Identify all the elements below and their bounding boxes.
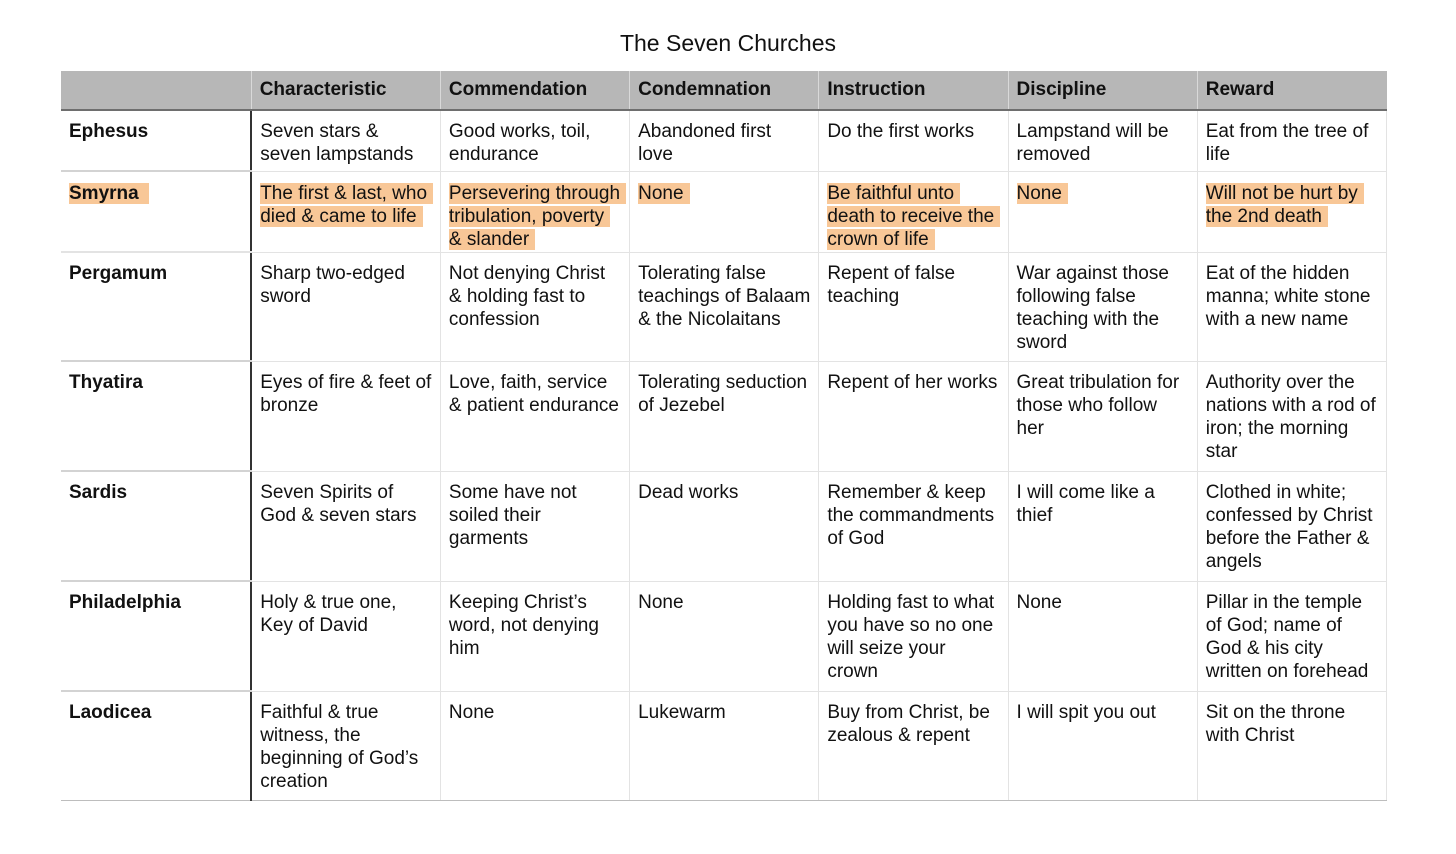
highlight-mark: Be faithful unto death to receive the crown of life xyxy=(827,183,1000,251)
header-cell-characteristic: Characteristic xyxy=(251,71,440,110)
table-cell: Dead works xyxy=(630,471,819,581)
table-title: The Seven Churches xyxy=(619,30,837,56)
table-row xyxy=(61,110,1387,171)
highlight-mark: Persevering through tribulation, poverty & slander xyxy=(449,183,626,251)
header-cell-discipline: Discipline xyxy=(1008,71,1197,110)
table-cell: Tolerating false teachings of Balaam & the Nicolaitans xyxy=(630,252,819,361)
table-cell: None xyxy=(630,581,819,691)
table-row xyxy=(61,252,1387,361)
row-header-smyrna xyxy=(61,171,251,252)
row-header-pergamum: Pergamum xyxy=(61,252,251,361)
table-row xyxy=(61,471,1387,581)
row-header-sardis: Sardis xyxy=(61,471,251,581)
table-row xyxy=(61,581,1387,691)
table-cell: None xyxy=(1008,581,1197,691)
table-cell xyxy=(819,171,1008,252)
table-cell: War against those following false teaching with the sword xyxy=(1008,252,1197,361)
highlight-mark: The first & last, who died & came to life xyxy=(260,183,433,227)
seven-churches-table xyxy=(61,71,1387,801)
table-cell: Great tribulation for those who follow her xyxy=(1008,361,1197,471)
table-cell: Eat from the tree of life xyxy=(1197,110,1386,171)
table-cell: Some have not soiled their garments xyxy=(440,471,629,581)
table-row xyxy=(61,361,1387,471)
table-cell: Faithful & true witness, the beginning of God’s creation xyxy=(251,691,440,801)
table-cell: Holding fast to what you have so no one will seize your crown xyxy=(819,581,1008,691)
table-cell: Pillar in the temple of God; name of God & his city written on forehead xyxy=(1197,581,1386,691)
table-cell: Not denying Christ & holding fast to confession xyxy=(440,252,629,361)
table-cell: Authority over the nations with a rod of iron; the morning star xyxy=(1197,361,1386,471)
row-header-ephesus: Ephesus xyxy=(61,110,251,171)
table-cell: Abandoned first love xyxy=(630,110,819,171)
table-row xyxy=(61,691,1387,801)
row-header-laodicea: Laodicea xyxy=(61,691,251,801)
highlight-mark: None xyxy=(638,183,689,204)
table-cell: Buy from Christ, be zealous & repent xyxy=(819,691,1008,801)
table-cell: I will come like a thief xyxy=(1008,471,1197,581)
table-cell xyxy=(440,171,629,252)
highlight-mark: Smyrna xyxy=(69,183,149,204)
table-cell: Love, faith, service & patient endurance xyxy=(440,361,629,471)
table-cell: Eyes of fire & feet of bronze xyxy=(251,361,440,471)
table-cell: Repent of her works xyxy=(819,361,1008,471)
table-cell: Remember & keep the commandments of God xyxy=(819,471,1008,581)
table-cell: Holy & true one, Key of David xyxy=(251,581,440,691)
table-cell: Keeping Christ’s word, not denying him xyxy=(440,581,629,691)
table-cell: Good works, toil, endurance xyxy=(440,110,629,171)
table-cell: Lukewarm xyxy=(630,691,819,801)
highlight-mark: None xyxy=(1017,183,1068,204)
header-cell-condemnation: Condemnation xyxy=(630,71,819,110)
row-header-thyatira: Thyatira xyxy=(61,361,251,471)
table-cell xyxy=(630,171,819,252)
table-cell: Seven stars & seven lampstands xyxy=(251,110,440,171)
table-cell xyxy=(1008,171,1197,252)
table-cell: Do the first works xyxy=(819,110,1008,171)
table-cell: I will spit you out xyxy=(1008,691,1197,801)
table-cell: Sit on the throne with Christ xyxy=(1197,691,1386,801)
header-cell-commendation: Commendation xyxy=(440,71,629,110)
header-cell-corner xyxy=(61,71,251,110)
row-header-philadelphia: Philadelphia xyxy=(61,581,251,691)
table-cell xyxy=(251,171,440,252)
table-row-highlighted xyxy=(61,171,1387,252)
table-cell: None xyxy=(440,691,629,801)
table-cell: Clothed in white; confessed by Christ before the Father & angels xyxy=(1197,471,1386,581)
table-cell: Lampstand will be removed xyxy=(1008,110,1197,171)
highlight-mark: Will not be hurt by the 2nd death xyxy=(1206,183,1364,227)
header-cell-reward: Reward xyxy=(1197,71,1386,110)
table-cell xyxy=(1197,171,1386,252)
table-cell: Tolerating seduction of Jezebel xyxy=(630,361,819,471)
header-cell-instruction: Instruction xyxy=(819,71,1008,110)
table-cell: Seven Spirits of God & seven stars xyxy=(251,471,440,581)
table-cell: Eat of the hidden manna; white stone with a new name xyxy=(1197,252,1386,361)
header-row xyxy=(61,71,1387,110)
table-cell: Sharp two-edged sword xyxy=(251,252,440,361)
table-cell: Repent of false teaching xyxy=(819,252,1008,361)
